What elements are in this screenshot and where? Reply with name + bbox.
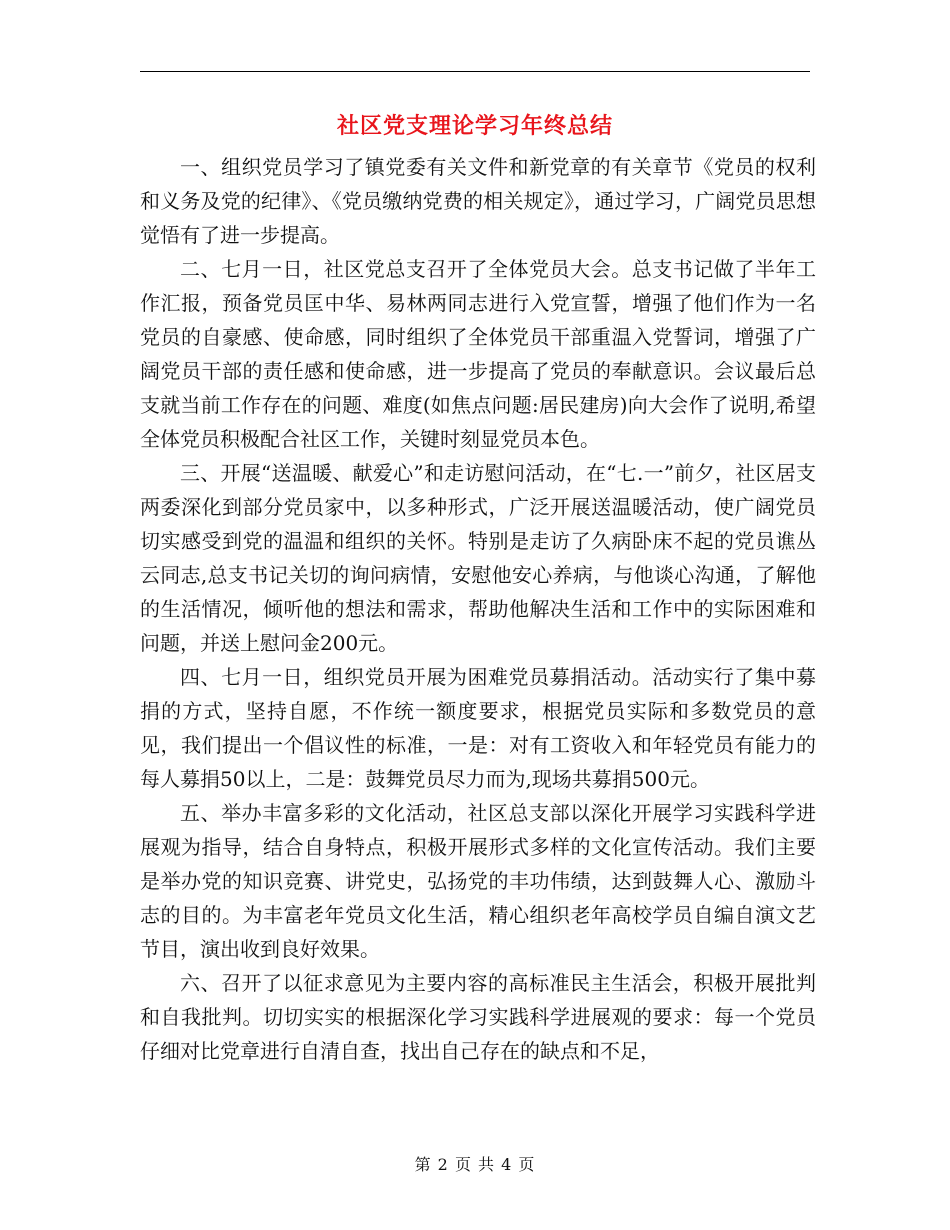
- paragraph-2: 二、七月一日，社区党总支召开了全体党员大会。总支书记做了半年工作汇报，预备党员匡中华、易林两同志进行入党宣誓，增强了他们作为一名党员的自豪感、使命感，同时组织了全体党员干部重温入党誓词，增强了广阔党员干部的责任感和使命感，进一步提高了党员的奉献意识。会议最后总支就当前工作存在的问题、难度(如焦点问题:居民建房)向大会作了说明,希望全体党员积极配合社区工作，关键时刻显党员本色。: [140, 257, 816, 451]
- document-body: [140, 150, 816, 1068]
- page-number: 第 2 页 共 4 页: [414, 1155, 536, 1174]
- paragraph-1: 一、组织党员学习了镇党委有关文件和新党章的有关章节《党员的权利和义务及党的纪律》、《党员缴纳党费的相关规定》，通过学习，广阔党员思想觉悟有了进一步提高。: [140, 155, 816, 247]
- document-title: 社区党支理论学习年终总结: [336, 113, 613, 139]
- paragraph-6: 六、召开了以征求意见为主要内容的高标准民主生活会，积极开展批判和自我批判。切切实实的根据深化学习实践科学进展观的要求：每一个党员仔细对比党章进行自清自查，找出自己存在的缺点和不足，: [140, 971, 816, 1063]
- header-rule: [140, 71, 810, 72]
- paragraph-3: 三、开展“送温暖、献爱心”和走访慰问活动，在“七.一”前夕，社区居支两委深化到部分党员家中，以多种形式，广泛开展送温暖活动，使广阔党员切实感受到党的温温和组织的关怀。特别是走访了久病卧床不起的党员谯丛云同志,总支书记关切的询问病情，安慰他安心养病，与他谈心沟通，了解他的生活情况，倾听他的想法和需求，帮助他解决生活和工作中的实际困难和问题，并送上慰问金200元。: [140, 461, 816, 655]
- paragraph-4: 四、七月一日，组织党员开展为困难党员募捐活动。活动实行了集中募捐的方式，坚持自愿，不作统一额度要求，根据党员实际和多数党员的意见，我们提出一个倡议性的标准，一是：对有工资收入和年轻党员有能力的每人募捐50以上，二是：鼓舞党员尽力而为,现场共募捐500元。: [140, 665, 816, 791]
- paragraph-5: 五、举办丰富多彩的文化活动，社区总支部以深化开展学习实践科学进展观为指导，结合自身特点，积极开展形式多样的文化宣传活动。我们主要是举办党的知识竞赛、讲党史，弘扬党的丰功伟绩，达到鼓舞人心、激励斗志的目的。为丰富老年党员文化生活，精心组织老年高校学员自编自演文艺节目，演出收到良好效果。: [140, 801, 816, 961]
